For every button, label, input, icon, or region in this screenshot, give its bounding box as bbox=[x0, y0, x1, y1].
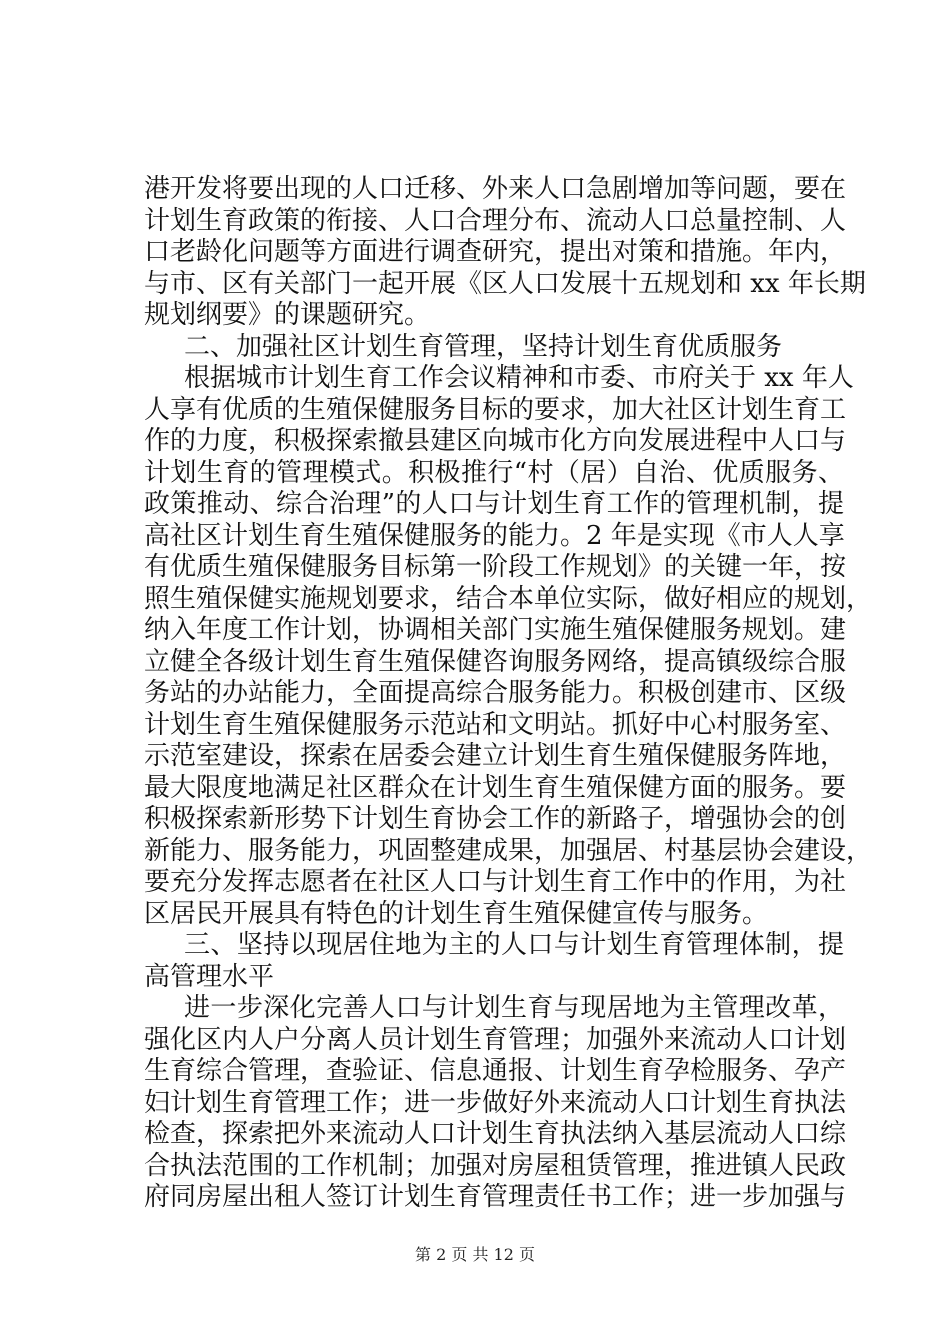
text-line: 积极探索新形势下计划生育协会工作的新路子，增强协会的创 bbox=[144, 804, 847, 834]
page-footer: 第 2 页 共 12 页 bbox=[415, 1245, 535, 1264]
text-line: 二、加强社区计划生育管理，坚持计划生育优质服务 bbox=[184, 331, 783, 362]
text-line: 计划生育政策的衔接、人口合理分布、流动人口总量控制、人 bbox=[144, 205, 847, 236]
text-line: 最大限度地满足社区群众在计划生育生殖保健方面的服务。要 bbox=[144, 772, 847, 803]
text-line: 高管理水平 bbox=[144, 961, 275, 992]
text-line: 政策推动、综合治理”的人口与计划生育工作的管理机制，提 bbox=[144, 489, 844, 519]
text-line: 作的力度，积极探索撤县建区向城市化方向发展进程中人口与 bbox=[144, 426, 847, 456]
text-line: 示范室建设，探索在居委会建立计划生育生殖保健服务阵地， bbox=[144, 741, 847, 771]
text-line: 要充分发挥志愿者在社区人口与计划生育工作中的作用，为社 bbox=[144, 867, 847, 897]
text-line: 纳入年度工作计划，协调相关部门实施生殖保健服务规划。建 bbox=[144, 615, 847, 645]
text-line: 强化区内人户分离人员计划生育管理；加强外来流动人口计划 bbox=[144, 1024, 847, 1055]
text-line: 高社区计划生育生殖保健服务的能力。2 年是实现《市人人享 bbox=[144, 520, 845, 551]
text-line: 三、坚持以现居住地为主的人口与计划生育管理体制，提 bbox=[184, 930, 844, 960]
text-line: 务站的办站能力，全面提高综合服务能力。积极创建市、区级 bbox=[144, 678, 847, 708]
text-line: 规划纲要》的课题研究。 bbox=[144, 300, 431, 330]
text-line: 根据城市计划生育工作会议精神和市委、市府关于 xx 年人 bbox=[184, 363, 854, 393]
text-line: 口老龄化问题等方面进行调查研究，提出对策和措施。年内， bbox=[144, 237, 847, 267]
text-line: 立健全各级计划生育生殖保健咨询服务网络，提高镇级综合服 bbox=[144, 646, 847, 677]
text-line: 有优质生殖保健服务目标第一阶段工作规划》的关键一年，按 bbox=[144, 552, 847, 582]
text-line: 人享有优质的生殖保健服务目标的要求，加大社区计划生育工 bbox=[144, 394, 847, 425]
text-line: 妇计划生育管理工作；进一步做好外来流动人口计划生育执法 bbox=[144, 1087, 847, 1118]
text-line: 生育综合管理，查验证、信息通报、计划生育孕检服务、孕产 bbox=[144, 1056, 847, 1086]
text-line: 与市、区有关部门一起开展《区人口发展十五规划和 xx 年长期 bbox=[144, 268, 866, 299]
text-line: 港开发将要出现的人口迁移、外来人口急剧增加等问题，要在 bbox=[144, 174, 847, 204]
text-line: 新能力、服务能力，巩固整建成果，加强居、村基层协会建设， bbox=[144, 835, 873, 866]
body-text bbox=[144, 174, 873, 1214]
text-line: 计划生育的管理模式。积极推行“村（居）自治、优质服务、 bbox=[144, 457, 844, 488]
text-line: 检查，探索把外来流动人口计划生育执法纳入基层流动人口综 bbox=[144, 1119, 847, 1149]
text-line: 计划生育生殖保健服务示范站和文明站。抓好中心村服务室、 bbox=[144, 709, 847, 740]
text-line: 府同房屋出租人签订计划生育管理责任书工作；进一步加强与 bbox=[144, 1182, 847, 1212]
text-line: 区居民开展具有特色的计划生育生殖保健宣传与服务。 bbox=[144, 898, 769, 929]
text-line: 照生殖保健实施规划要求，结合本单位实际，做好相应的规划， bbox=[144, 583, 873, 614]
text-line: 合执法范围的工作机制；加强对房屋租赁管理，推进镇人民政 bbox=[144, 1150, 847, 1181]
text-line: 进一步深化完善人口与计划生育与现居地为主管理改革， bbox=[184, 993, 844, 1023]
